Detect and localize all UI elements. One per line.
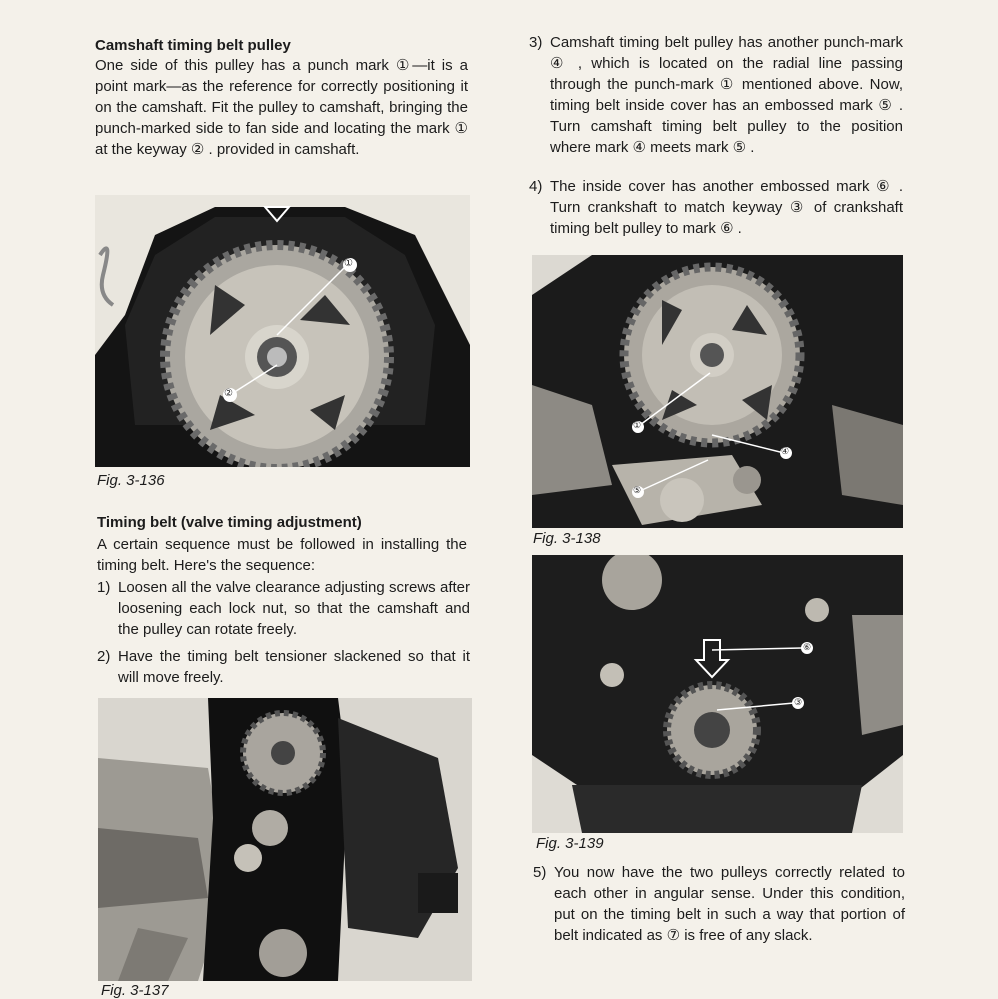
step-text: Camshaft timing belt pulley has another punch-mark ④ , which is located on the radial line passing through the punch-mark ① mentioned above. Now, timing belt inside cover has an embossed mark ⑤ . Turn camshaft timing belt pulley to the position where mark ④ meets mark ⑤ .	[550, 34, 903, 156]
step-1	[97, 577, 470, 640]
step-text: Have the timing belt tensioner slackened so that it will move freely.	[118, 648, 470, 686]
step-number: 4)	[529, 178, 543, 195]
figure-3-136-photo	[95, 195, 470, 467]
step-number: 2)	[97, 648, 111, 665]
step-text: You now have the two pulleys correctly related to each other in angular sense. Under this condition, put on the timing belt in such a way that portion of belt indicated as ⑦ is free of any slack.	[554, 864, 905, 944]
step-3	[529, 32, 903, 158]
step-number: 1)	[97, 579, 111, 596]
figure-caption-3-139: Fig. 3-139	[536, 835, 604, 852]
step-text: The inside cover has another embossed mark ⑥ . Turn crankshaft to match keyway ③ of crankshaft timing belt pulley to mark ⑥ .	[550, 178, 903, 237]
step-4	[529, 176, 903, 239]
figure-caption-3-137: Fig. 3-137	[101, 982, 169, 999]
figure-3-137-photo	[98, 698, 472, 981]
callout-4: ④	[781, 446, 790, 456]
step-text: Loosen all the valve clearance adjusting screws after loosening each lock nut, so that the camshaft and the pulley can rotate freely.	[118, 579, 470, 638]
camshaft-pulley	[165, 245, 389, 467]
section-heading-camshaft-pulley: Camshaft timing belt pulley	[95, 37, 291, 54]
callout-2: ②	[224, 388, 233, 399]
figure-caption-3-136: Fig. 3-136	[97, 472, 165, 489]
callout-1: ①	[633, 420, 642, 430]
callout-1: ①	[344, 258, 353, 269]
step-5	[533, 862, 905, 946]
callout-6: ⑥	[803, 642, 812, 652]
camshaft-pulley-paragraph: One side of this pulley has a punch mark ①—it is a point mark—as the reference for correctly positioning it on the camshaft. Fit the pulley to camshaft, bringing the punch-marked side to fan side and locating the mark ① at the keyway ② . provided in camshaft.	[95, 57, 468, 158]
section-heading-timing-belt: Timing belt (valve timing adjustment)	[97, 514, 362, 531]
figure-caption-3-138: Fig. 3-138	[533, 530, 601, 547]
crankshaft-pulley	[667, 685, 757, 775]
callout-5: ⑤	[633, 485, 642, 495]
step-number: 3)	[529, 34, 543, 51]
figure-3-139-photo	[532, 555, 903, 833]
timing-belt-intro-paragraph: A certain sequence must be followed in installing the timing belt. Here's the sequence:	[97, 536, 467, 574]
figure-3-138-photo	[532, 255, 903, 528]
callout-3: ③	[794, 697, 803, 707]
step-2	[97, 646, 470, 688]
step-number: 5)	[533, 864, 547, 881]
